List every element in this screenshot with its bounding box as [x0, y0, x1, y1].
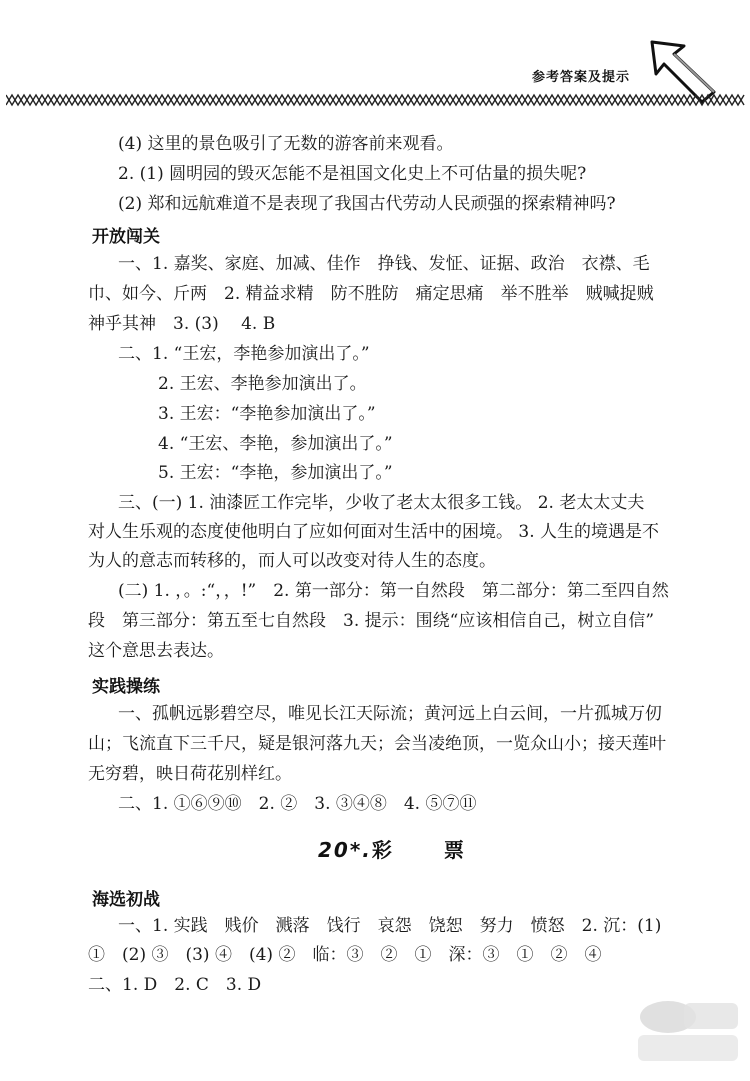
answer-line: 3. 王宏：“李艳参加演出了。” [158, 404, 376, 424]
section-heading-open: 开放闯关 [92, 227, 160, 247]
answer-line: 无穷碧，映日荷花别样红。 [88, 764, 292, 784]
answer-line: ① (2) ③ (3) ④ (4) ② 临：③ ② ① 深：③ ① ② ④ [88, 945, 602, 965]
answer-line: 2. (1) 圆明园的毁灭怎能不是祖国文化史上不可估量的损失呢? [118, 164, 587, 184]
answer-line: 对人生乐观的态度使他明白了应如何面对生活中的困境。 3. 人生的境遇是不 [88, 522, 660, 542]
answer-line: 2. 王宏、李艳参加演出了。 [158, 374, 367, 394]
answer-line: 二、1. “王宏，李艳参加演出了。” [118, 344, 370, 364]
answer-line: (二) 1. ，。:“，，!” 2. 第一部分：第一自然段 第二部分：第二至四自然 [118, 581, 669, 601]
chapter-number: 20*. [318, 838, 372, 862]
answer-line: 这个意思去表达。 [88, 641, 224, 661]
chapter-title-part: 彩 [371, 838, 394, 862]
answer-line: 为人的意志而转移的，而人可以改变对待人生的态度。 [88, 551, 496, 571]
header-divider [6, 92, 746, 108]
section-heading-select: 海选初战 [92, 890, 160, 910]
answer-line: 二、1. ①⑥⑨⑩ 2. ② 3. ③④⑧ 4. ⑤⑦⑪ [118, 794, 477, 814]
answer-line: 山；飞流直下三千尺，疑是银河落九天；会当凌绝顶，一览众山小；接天莲叶 [88, 734, 666, 754]
answer-line: 一、1. 嘉奖、家庭、加减、佳作 挣钱、发怔、证据、政治 衣襟、毛 [118, 254, 650, 274]
answer-line: (2) 郑和远航难道不是表现了我国古代劳动人民顽强的探索精神吗? [118, 194, 616, 214]
answer-line: 4. “王宏、李艳，参加演出了。” [158, 434, 393, 454]
answer-line: 一、1. 实践 贱价 溅落 饯行 哀怨 饶恕 努力 愤怒 2. 沉：(1) [118, 916, 662, 936]
chapter-title [318, 834, 466, 863]
answer-line: 巾、如今、斤两 2. 精益求精 防不胜防 痛定思痛 举不胜举 贼喊捉贼 [88, 284, 654, 304]
chapter-title-part: 票 [443, 838, 466, 862]
answer-line: 段 第三部分：第五至七自然段 3. 提示：围绕“应该相信自己，树立自信” [88, 611, 655, 631]
answer-line: 三、(一) 1. 油漆匠工作完毕，少收了老太太很多工钱。 2. 老太太丈夫 [118, 493, 645, 513]
answer-line: 神乎其神 3. (3) 4. B [88, 314, 276, 334]
answer-line: 二、1. D 2. C 3. D [88, 975, 262, 995]
header-title: 参考答案及提示 [531, 70, 630, 85]
answer-line: 5. 王宏：“李艳，参加演出了。” [158, 463, 393, 483]
answer-line: 一、孤帆远影碧空尽，唯见长江天际流；黄河远上白云间，一片孤城万仞 [118, 704, 662, 724]
section-heading-practice: 实践操练 [92, 677, 160, 697]
site-stamp-icon [632, 993, 742, 1069]
answer-line: (4) 这里的景色吸引了无数的游客前来观看。 [118, 134, 454, 154]
